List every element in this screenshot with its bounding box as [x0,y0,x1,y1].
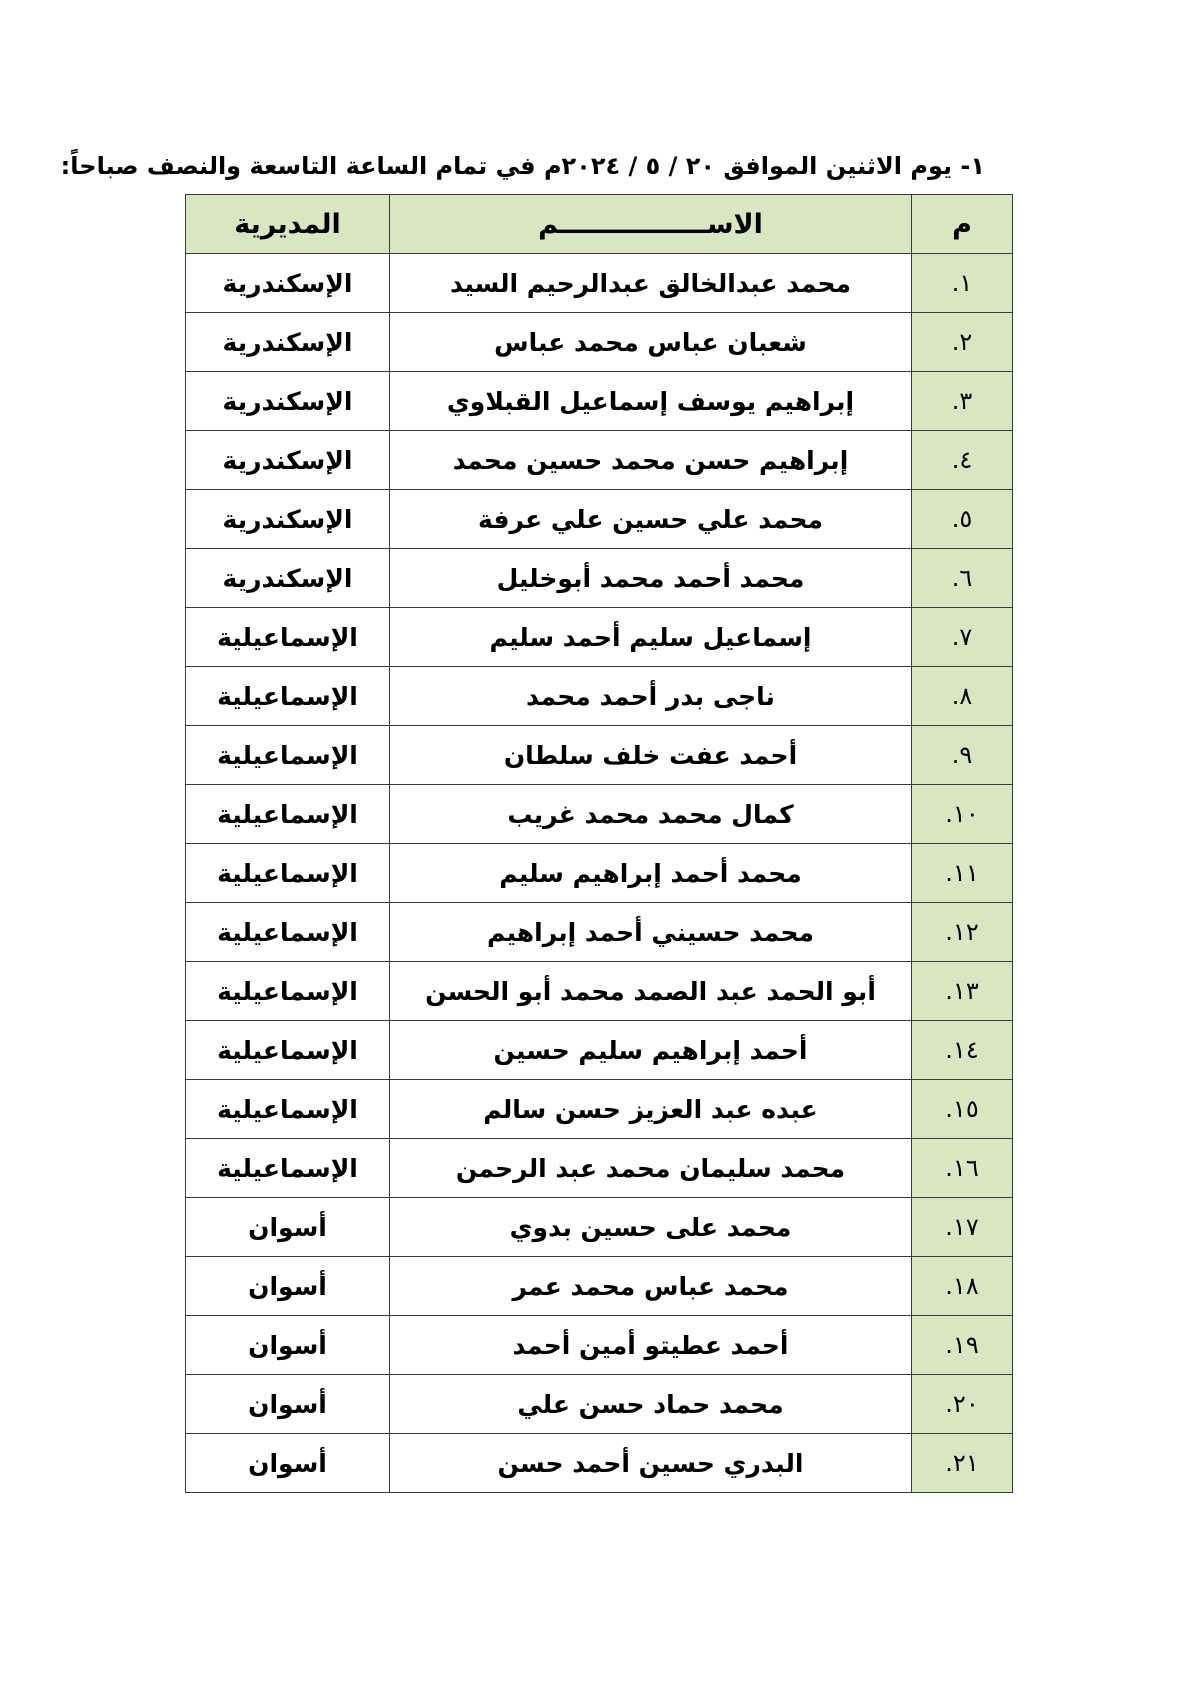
row-directorate-cell: الإسماعيلية [186,844,390,903]
row-directorate-cell: الإسماعيلية [186,726,390,785]
row-name-cell: محمد على حسين بدوي [390,1198,912,1257]
row-name-cell: أبو الحمد عبد الصمد محمد أبو الحسن [390,962,912,1021]
table-header-row [186,195,1013,254]
table-row [186,1198,1013,1257]
row-directorate-cell: الإسكندرية [186,490,390,549]
table-row [186,372,1013,431]
row-name-cell: محمد أحمد إبراهيم سليم [390,844,912,903]
row-name-cell: محمد علي حسين علي عرفة [390,490,912,549]
row-index-cell: ١٣. [912,962,1013,1021]
row-name-cell: إبراهيم يوسف إسماعيل القبلاوي [390,372,912,431]
row-directorate-cell: أسوان [186,1257,390,1316]
table-body [186,254,1013,1493]
table-row [186,549,1013,608]
table-row [186,903,1013,962]
table-row [186,1139,1013,1198]
header-name: الاســــــــــــــــم [390,195,912,254]
row-index-cell: ٤. [912,431,1013,490]
row-name-cell: محمد أحمد محمد أبوخليل [390,549,912,608]
table-row [186,785,1013,844]
row-index-cell: ١٧. [912,1198,1013,1257]
row-index-cell: ٧. [912,608,1013,667]
row-index-cell: ١٥. [912,1080,1013,1139]
row-name-cell: إبراهيم حسن محمد حسين محمد [390,431,912,490]
row-name-cell: أحمد إبراهيم سليم حسين [390,1021,912,1080]
table-row [186,1375,1013,1434]
row-name-cell: محمد سليمان محمد عبد الرحمن [390,1139,912,1198]
table-row [186,667,1013,726]
row-name-cell: شعبان عباس محمد عباس [390,313,912,372]
row-directorate-cell: الإسماعيلية [186,667,390,726]
row-directorate-cell: أسوان [186,1316,390,1375]
attendee-table [185,194,1013,1493]
row-directorate-cell: الإسماعيلية [186,962,390,1021]
row-name-cell: البدري حسين أحمد حسن [390,1434,912,1493]
row-index-cell: ٣. [912,372,1013,431]
row-index-cell: ٩. [912,726,1013,785]
row-index-cell: ١٢. [912,903,1013,962]
row-directorate-cell: الإسماعيلية [186,608,390,667]
row-index-cell: ٢١. [912,1434,1013,1493]
header-index: م [912,195,1013,254]
header-directorate: المديرية [186,195,390,254]
table-row [186,962,1013,1021]
row-name-cell: إسماعيل سليم أحمد سليم [390,608,912,667]
row-directorate-cell: الإسكندرية [186,313,390,372]
table-row [186,608,1013,667]
row-name-cell: أحمد عطيتو أمين أحمد [390,1316,912,1375]
table-row [186,431,1013,490]
row-name-cell: عبده عبد العزيز حسن سالم [390,1080,912,1139]
row-index-cell: ١. [912,254,1013,313]
table-row [186,844,1013,903]
row-index-cell: ١٠. [912,785,1013,844]
table-row [186,490,1013,549]
row-index-cell: ٢٠. [912,1375,1013,1434]
table-row [186,313,1013,372]
table-row [186,726,1013,785]
row-directorate-cell: الإسماعيلية [186,1139,390,1198]
row-index-cell: ١٨. [912,1257,1013,1316]
row-index-cell: ٦. [912,549,1013,608]
row-index-cell: ١٦. [912,1139,1013,1198]
row-index-cell: ٨. [912,667,1013,726]
row-directorate-cell: الإسماعيلية [186,1080,390,1139]
row-index-cell: ١٤. [912,1021,1013,1080]
row-index-cell: ١٩. [912,1316,1013,1375]
table-row [186,1434,1013,1493]
row-name-cell: محمد حماد حسن علي [390,1375,912,1434]
table-row [186,1080,1013,1139]
row-directorate-cell: أسوان [186,1375,390,1434]
row-directorate-cell: الإسماعيلية [186,903,390,962]
row-directorate-cell: الإسكندرية [186,431,390,490]
row-directorate-cell: الإسماعيلية [186,1021,390,1080]
row-directorate-cell: أسوان [186,1434,390,1493]
table-row [186,1316,1013,1375]
row-index-cell: ٥. [912,490,1013,549]
row-directorate-cell: الإسكندرية [186,372,390,431]
table-row [186,1257,1013,1316]
row-directorate-cell: أسوان [186,1198,390,1257]
row-name-cell: محمد حسيني أحمد إبراهيم [390,903,912,962]
row-directorate-cell: الإسكندرية [186,254,390,313]
row-name-cell: كمال محمد محمد غريب [390,785,912,844]
session-heading: ١- يوم الاثنين الموافق ٢٠ / ٥ / ٢٠٢٤م في تمام الساعة التاسعة والنصف صباحاً: [60,152,985,180]
row-name-cell: أحمد عفت خلف سلطان [390,726,912,785]
row-index-cell: ٢. [912,313,1013,372]
table-row [186,254,1013,313]
row-name-cell: ناجى بدر أحمد محمد [390,667,912,726]
row-index-cell: ١١. [912,844,1013,903]
row-name-cell: محمد عبدالخالق عبدالرحيم السيد [390,254,912,313]
row-name-cell: محمد عباس محمد عمر [390,1257,912,1316]
row-directorate-cell: الإسماعيلية [186,785,390,844]
table-row [186,1021,1013,1080]
row-directorate-cell: الإسكندرية [186,549,390,608]
